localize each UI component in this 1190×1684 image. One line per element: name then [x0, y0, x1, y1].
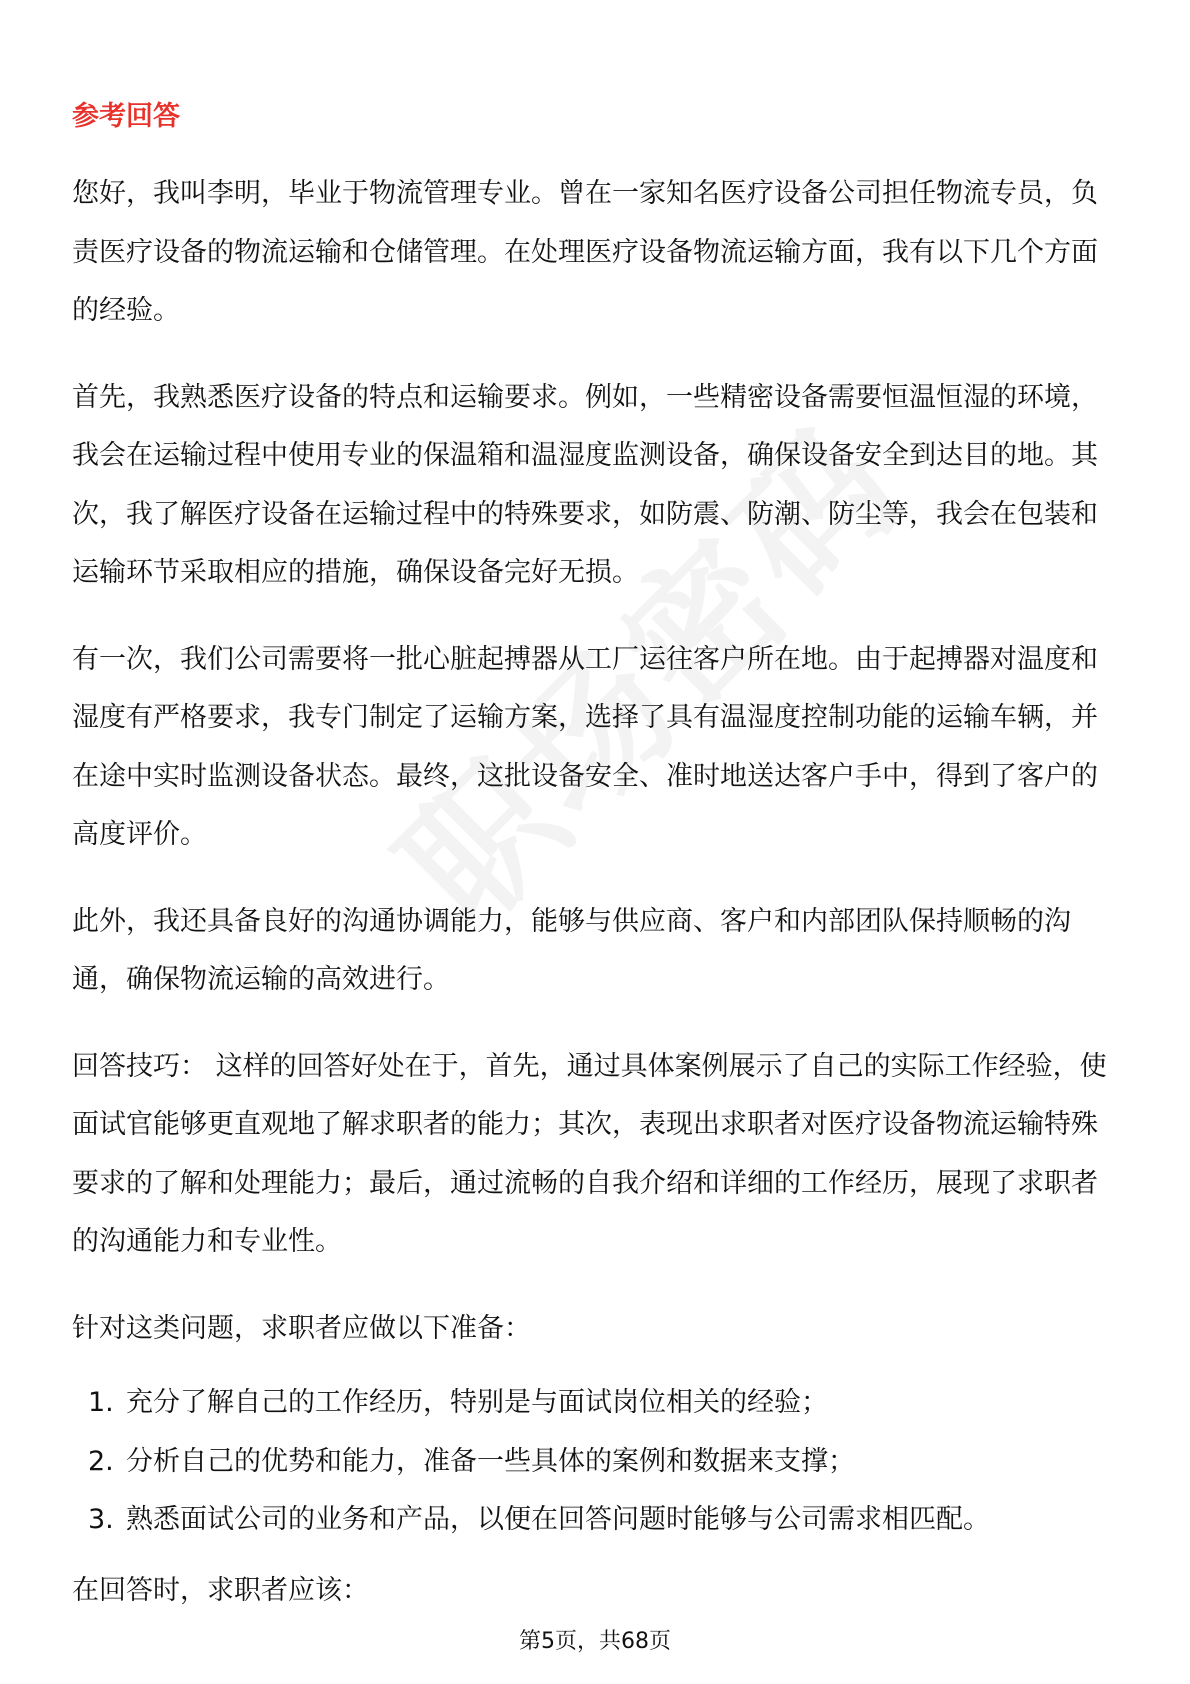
list-text: 充分了解自己的工作经历，特别是与面试岗位相关的经验； — [126, 1387, 828, 1418]
paragraph-prep-intro: 针对这类问题，求职者应做以下准备： — [72, 1312, 531, 1344]
paragraph-case: 有一次，我们公司需要将一批心脏起搏器从工厂运往客户所在地。由于起搏器对温度和湿度有严格要求，我专门制定了运输方案，选择了具有温湿度控制功能的运输车辆，并在途中实时监测设备状态。最终，这批设备安全、准时地送达客户手中，得到了客户的高度评价。 — [72, 643, 1098, 850]
paragraph-communication: 此外，我还具备良好的沟通协调能力，能够与供应商、客户和内部团队保持顺畅的沟通，确保物流运输的高效进行。 — [72, 905, 1071, 995]
list-text: 分析自己的优势和能力，准备一些具体的案例和数据来支撑； — [126, 1445, 855, 1477]
list-number: 3. — [88, 1504, 114, 1535]
document-body — [72, 165, 1122, 1648]
list-item — [72, 1374, 1122, 1433]
list-item — [72, 1433, 1122, 1492]
page-footer: 第5页，共68页 — [519, 1629, 671, 1654]
list-text: 熟悉面试公司的业务和产品，以便在回答问题时能够与公司需求相匹配。 — [126, 1504, 990, 1535]
section-title: 参考回答 — [72, 101, 180, 132]
paragraph-tips: 回答技巧： 这样的回答好处在于，首先，通过具体案例展示了自己的实际工作经验，使面试官能够更直观地了解求职者的能力；其次，表现出求职者对医疗设备物流运输特殊要求的了解和处理能力；最后，通过流畅的自我介绍和详细的工作经历，展现了求职者的沟通能力和专业性。 — [72, 1050, 1107, 1257]
prep-list — [72, 1374, 1122, 1550]
paragraph-intro: 您好，我叫李明，毕业于物流管理专业。曾在一家知名医疗设备公司担任物流专员，负责医疗设备的物流运输和仓储管理。在处理医疗设备物流运输方面，我有以下几个方面的经验。 — [72, 178, 1098, 326]
paragraph-experience: 首先，我熟悉医疗设备的特点和运输要求。例如，一些精密设备需要恒温恒湿的环境，我会在运输过程中使用专业的保温箱和温湿度监测设备，确保设备安全到达目的地。其次，我了解医疗设备在运输过程中的特殊要求，如防震、防潮、防尘等，我会在包装和运输环节采取相应的措施，确保设备完好无损。 — [72, 381, 1098, 588]
list-number: 1. — [88, 1387, 114, 1418]
list-number: 2. — [88, 1445, 114, 1477]
paragraph-closing: 在回答时，求职者应该： — [72, 1574, 369, 1606]
list-item — [72, 1491, 1122, 1550]
